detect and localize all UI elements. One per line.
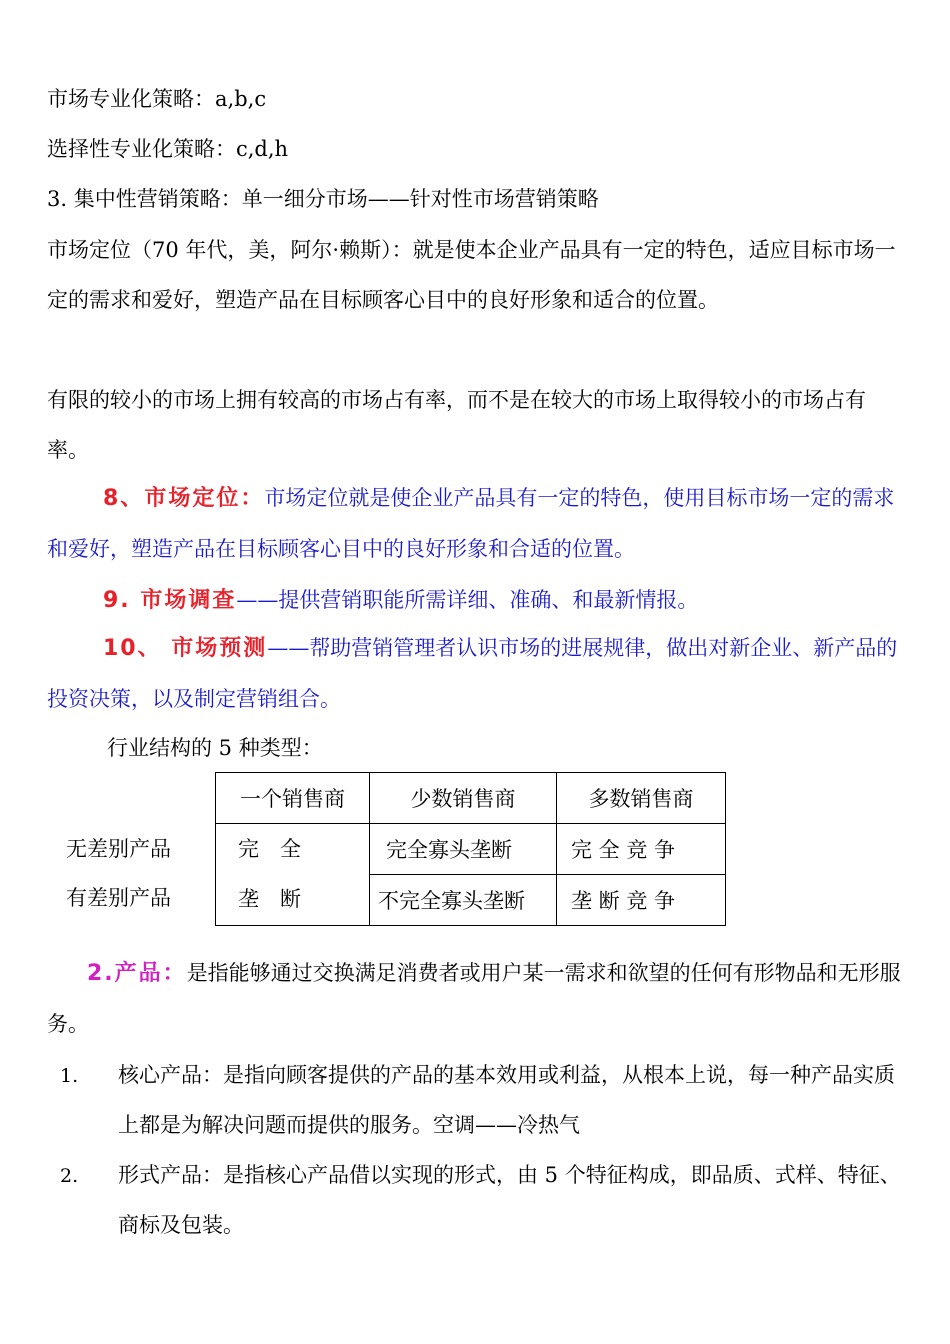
definition-9 bbox=[103, 589, 698, 612]
cell-perfect-oligopoly: 完全寡头垄断 bbox=[370, 824, 557, 875]
definition-9-text: ——提供营销职能所需详细、准确、和最新情报。 bbox=[236, 588, 699, 612]
text-line-market-specialization: 市场专业化策略：a,b,c bbox=[47, 87, 267, 111]
row-label-differentiated: 有差别产品 bbox=[66, 886, 171, 910]
industry-structure-table bbox=[215, 772, 726, 926]
cell-monopoly-top: 完 全 bbox=[238, 837, 301, 861]
definition-10-heading: 10、 市场预测 bbox=[103, 635, 268, 661]
list-item-number: 1. bbox=[60, 1065, 79, 1087]
cell-monopolistic-competition: 垄 断 竞 争 bbox=[557, 875, 726, 926]
definition-9-heading: 9. 市场调查 bbox=[103, 587, 237, 613]
table-row bbox=[216, 824, 726, 875]
text-line-selective-specialization: 选择性专业化策略：c,d,h bbox=[47, 137, 289, 161]
definition-8-text: 市场定位就是使企业产品具有一定的特色，使用目标市场一定的需求和爱好，塑造产品在目标顾客心目中的良好形象和合适的位置。 bbox=[47, 486, 895, 561]
definition-8 bbox=[47, 473, 905, 574]
cell-perfect-competition: 完 全 竞 争 bbox=[557, 824, 726, 875]
list-item-core-product: 核心产品：是指向顾客提供的产品的基本效用或利益，从根本上说，每一种产品实质上都是为解决问题而提供的服务。空调——冷热气 bbox=[118, 1063, 895, 1137]
definition-8-heading: 8、市场定位： bbox=[103, 485, 265, 511]
industry-structure-title: 行业结构的 5 种类型： bbox=[107, 736, 323, 760]
cell-monopoly-bottom: 垄 断 bbox=[238, 887, 301, 911]
product-definition bbox=[47, 948, 905, 1049]
definition-10 bbox=[47, 623, 905, 724]
text-line-concentrated-marketing: 3. 集中性营销策略：单一细分市场——针对性市场营销策略 bbox=[47, 187, 599, 211]
paragraph-market-positioning: 市场定位（70 年代，美，阿尔·赖斯）：就是使本企业产品具有一定的特色，适应目标市场一定的需求和爱好，塑造产品在目标顾客心目中的良好形象和适合的位置。 bbox=[47, 238, 896, 312]
list-item-form-product: 形式产品：是指核心产品借以实现的形式，由 5 个特征构成，即品质、式样、特征、商标及包装。 bbox=[118, 1163, 901, 1237]
column-header-few-sellers: 少数销售商 bbox=[370, 773, 557, 824]
list-item-number: 2. bbox=[60, 1165, 79, 1187]
cell-monopoly bbox=[216, 824, 370, 926]
paragraph-market-share: 有限的较小的市场上拥有较高的市场占有率，而不是在较大的市场上取得较小的市场占有率。 bbox=[47, 388, 866, 462]
column-header-many-sellers: 多数销售商 bbox=[557, 773, 726, 824]
row-label-undifferentiated: 无差别产品 bbox=[66, 837, 171, 861]
cell-imperfect-oligopoly: 不完全寡头垄断 bbox=[370, 875, 557, 926]
product-definition-text: 是指能够通过交换满足消费者或用户某一需求和欲望的任何有形物品和无形服务。 bbox=[47, 961, 901, 1036]
column-header-one-seller: 一个销售商 bbox=[216, 773, 370, 824]
table-header-row bbox=[216, 773, 726, 824]
definition-10-text: ——帮助营销管理者认识市场的进展规律，做出对新企业、新产品的投资决策，以及制定营销组合。 bbox=[47, 636, 898, 711]
product-heading: 2.产品： bbox=[87, 960, 187, 986]
